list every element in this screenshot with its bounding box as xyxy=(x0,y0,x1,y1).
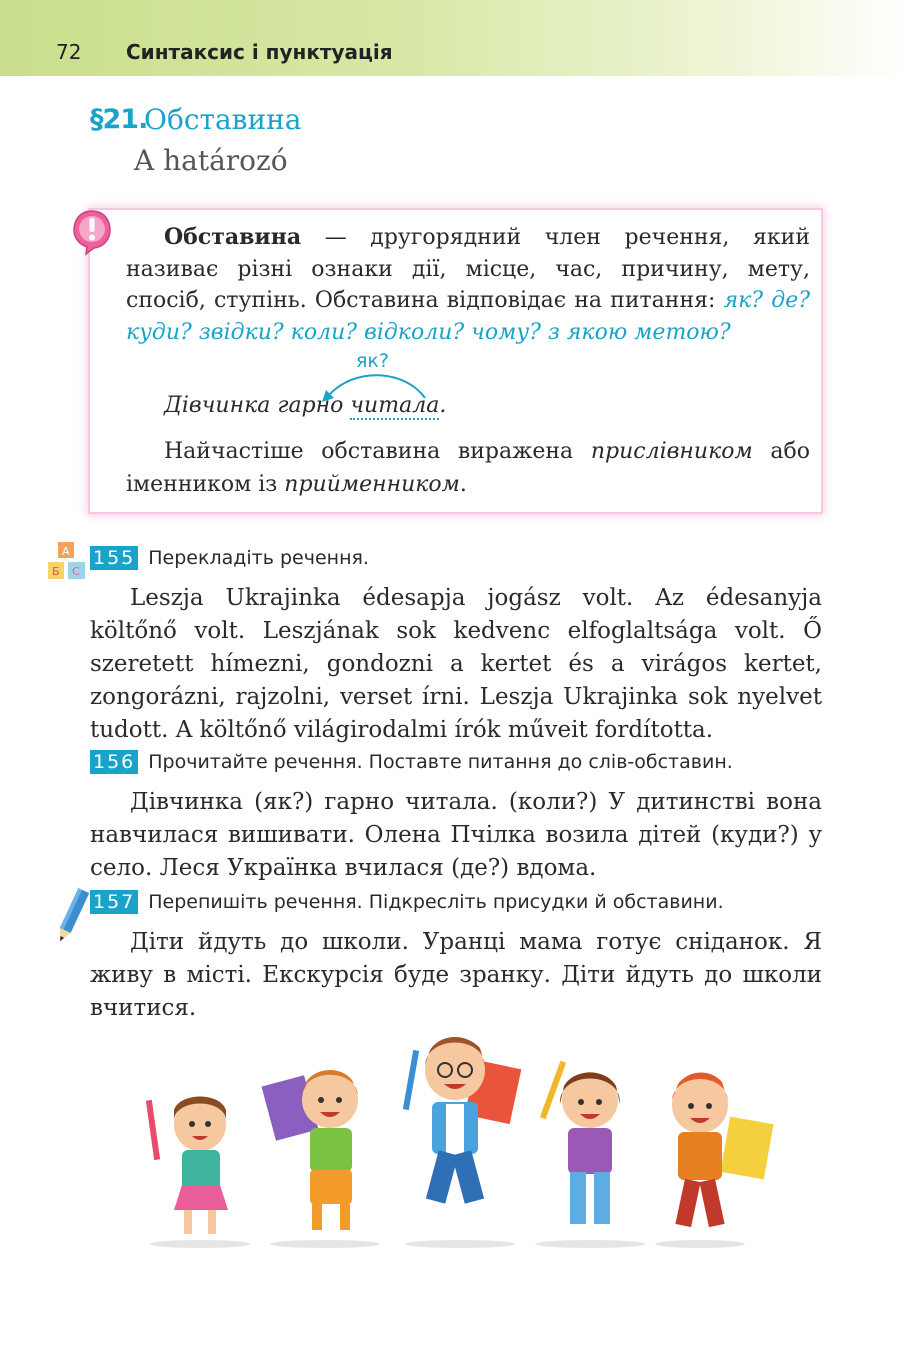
child-boy-5 xyxy=(672,1072,774,1227)
note-middle: або іменником із xyxy=(126,439,810,497)
section-number: §21. xyxy=(90,104,148,135)
pencil-icon xyxy=(52,886,92,946)
rule-example xyxy=(164,393,446,418)
chapter-title: Синтаксис і пунктуація xyxy=(126,40,393,64)
note-end: . xyxy=(459,472,467,497)
exercise-156-text: Дівчинка (як?) гарно читала. (коли?) У дитинстві вона навчилася вишивати. Олена Пчілка возила дітей (куди?) у село. Леся Українка вчилася (де?) вдома. xyxy=(90,789,822,881)
exercise-number: 155 xyxy=(90,546,138,570)
child-boy-3 xyxy=(403,1037,521,1204)
svg-text:A: A xyxy=(62,545,70,558)
rule-note xyxy=(126,435,810,501)
child-girl-4 xyxy=(540,1061,620,1224)
exercise-number: 157 xyxy=(90,890,138,914)
child-boy-2 xyxy=(262,1070,358,1230)
exercise-number: 156 xyxy=(90,750,138,774)
exercise-task: Перекладіть речення. xyxy=(148,547,369,569)
exercise-157-header xyxy=(90,890,724,914)
exclamation-icon xyxy=(70,208,114,256)
abc-blocks-icon xyxy=(46,540,90,582)
svg-text:C: C xyxy=(72,565,80,578)
rule-definition xyxy=(126,222,810,348)
rule-questions: як? де? куди? звідки? коли? відколи? чому? з якою метою? xyxy=(126,288,811,345)
exercise-155-header xyxy=(90,546,369,570)
arrow-question-label: як? xyxy=(356,350,389,372)
page-header xyxy=(0,0,907,76)
section-subtitle: A határozó xyxy=(134,144,288,177)
example-verb: читала xyxy=(350,393,440,418)
example-start: Дівчинка гарно xyxy=(164,393,351,418)
svg-text:Б: Б xyxy=(52,565,60,578)
note-start: Найчастіше обставина виражена xyxy=(164,439,591,464)
section-title: Обставина xyxy=(144,103,302,136)
exercise-157-text: Діти йдуть до школи. Уранці мама готує сніданок. Я живу в місті. Екскурсія буде зранку. Діти йдуть до школи вчитися. xyxy=(90,929,822,1021)
rule-term: Обставина xyxy=(164,224,302,250)
rule-definition-text: — другорядний член речення, який називає різні ознаки дії, місце, час, причину, мету, спосіб, ступінь. Обставина відповідає на питання: xyxy=(126,225,810,313)
example-end: . xyxy=(439,393,447,418)
exercise-156-header xyxy=(90,750,733,774)
exercise-155-text: Leszja Ukrajinka édesapja jogász volt. Az édesanyja költőnő volt. Leszjának sok kedvenc elfoglaltsága volt. Ő szeretett hímezni, gondozni a kertet és a virágos kertet, zongorázni, rajzolni, verset írni. Leszja Ukrajinka sok nyelvet tudott. A költőnő világirodalmi írók műveit fordította. xyxy=(90,585,822,743)
exercise-task: Прочитайте речення. Поставте питання до слів-обставин. xyxy=(148,751,733,773)
children-illustration xyxy=(140,1020,780,1250)
exercise-task: Перепишіть речення. Підкресліть присудки й обставини. xyxy=(148,891,724,913)
child-girl-1 xyxy=(146,1097,228,1235)
note-preposition: прийменником xyxy=(284,472,460,497)
shadow xyxy=(150,1240,745,1248)
note-adverb: прислівником xyxy=(590,439,753,464)
page-number: 72 xyxy=(56,40,82,64)
